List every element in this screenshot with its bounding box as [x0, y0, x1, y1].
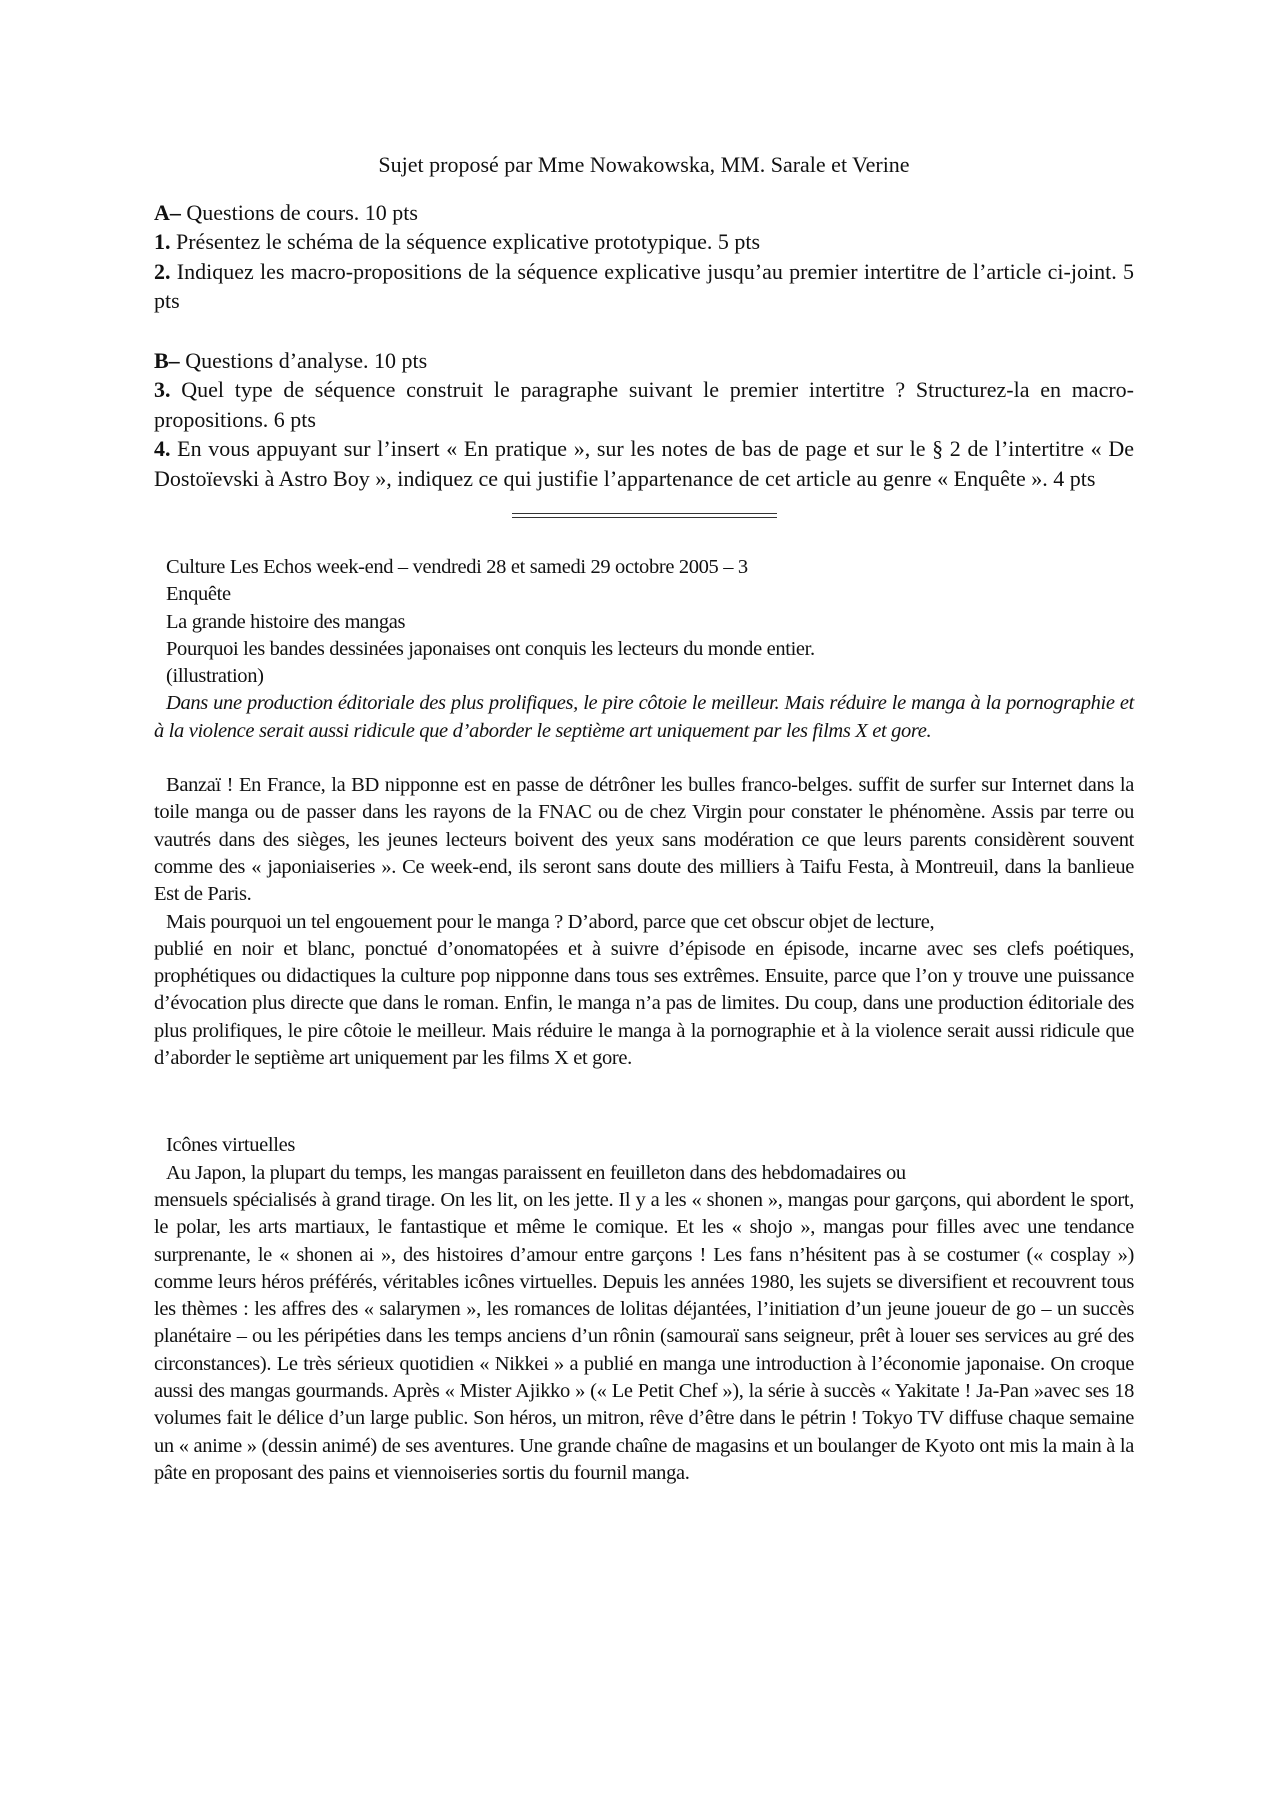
article-paragraph-3: mensuels spécialisés à grand tirage. On les lit, on les jette. Il y a les « shonen », mangas pour garçons, qui abordent le sport, le polar, les arts martiaux, le fantastique et même le comique. Et les « shojo », mangas pour filles avec une tendance surprenante, le « shonen ai », des histoires d’amour entre garçons ! Les fans n’hésitent pas à se costumer (« cosplay ») comme leurs héros préférés, véritables icônes virtuelles. Depuis les années 1980, les sujets se diversifient et recouvrent tous les thèmes : les affres des « salarymen », les romances de lolitas déjantées, l’initiation d’un jeune joueur de go – un succès planétaire – ou les péripéties dans les temps anciens d’un rônin (samouraï sans seigneur, prêt à louer ses services au gré des circonstances). Le très sérieux quotidien « Nikkei » a publié en manga une introduction à l’économie japonaise. On croque aussi des mangas gourmands. Après « Mister Ajikko » (« Le Petit Chef »), la série à succès « Yakitate ! Ja-Pan »avec ses 18 volumes fait le délice d’un large public. Son héros, un mitron, rêve d’être dans le pétrin ! Tokyo TV diffuse chaque semaine un « anime » (dessin animé) de ses aventures. Une grande chaîne de magasins et un boulanger de Kyoto ont mis la main à la pâte en proposant des pains et viennoiseries sortis du fournil manga. [154, 1188, 1134, 1484]
article-paragraph-2-first-line: Mais pourquoi un tel engouement pour le manga ? D’abord, parce que cet obscur objet de lecture, [166, 910, 935, 933]
question-3-number: 3. [154, 377, 171, 402]
section-b-text: Questions d’analyse. 10 pts [179, 347, 428, 373]
exam-title: Sujet proposé par Mme Nowakowska, MM. Sarale et Verine [378, 152, 910, 177]
section-a-label: A– [154, 199, 181, 225]
double-rule-divider [512, 513, 777, 518]
spacer [154, 1072, 1134, 1132]
article-rubric: Enquête [166, 583, 231, 606]
question-3-text: Quel type de séquence construit le paragraphe suivant le premier intertitre ? Structurez-la en macro-propositions. 6 pts [154, 377, 1134, 432]
spacer [154, 316, 1134, 346]
question-2-text: Indiquez les macro-propositions de la séquence explicative jusqu’au premier intertitre de l’article ci-joint. 5 pts [154, 258, 1134, 313]
question-1 [154, 227, 1134, 257]
exam-instructions [154, 150, 1134, 493]
question-4-text: En vous appuyant sur l’insert « En pratique », sur les notes de bas de page et sur le § 2 de l’intertitre « De Dostoïevski à Astro Boy », indiquez ce qui justifie l’appartenance de cet article au genre « Enquête ». 4 pts [154, 436, 1134, 491]
section-b-label: B– [154, 347, 180, 373]
question-2-number: 2. [154, 258, 171, 284]
article-title: La grande histoire des mangas [166, 610, 406, 633]
spacer [154, 745, 1134, 772]
article-intertitle: Icônes virtuelles [166, 1134, 295, 1157]
question-4 [154, 434, 1134, 493]
article-header-line: Culture Les Echos week-end – vendredi 28 et samedi 29 octobre 2005 – 3 [166, 556, 748, 578]
article-paragraph-1: Banzaï ! En France, la BD nipponne est en passe de détrôner les bulles franco-belges. suffit de surfer sur Internet dans la toile manga ou de passer dans les rayons de la FNAC ou de chez Virgin pour constater le phénomène. Assis par terre ou vautrés dans des sièges, les jeunes lecteurs boivent des yeux sans modération ce que leurs parents considèrent souvent comme des « japoniaiseries ». Ce week-end, ils seront sans doute des milliers à Taifu Festa, à Montreuil, dans la banlieue Est de Paris. [154, 774, 1134, 906]
question-1-number: 1. [154, 229, 171, 254]
question-3 [154, 375, 1134, 434]
article-illustration-placeholder: (illustration) [166, 665, 264, 688]
question-2 [154, 257, 1134, 316]
article-subtitle: Pourquoi les bandes dessinées japonaises ont conquis les lecteurs du monde entier. [166, 637, 815, 660]
section-a-text: Questions de cours. 10 pts [180, 199, 418, 225]
question-4-number: 4. [154, 436, 171, 461]
article-paragraph-3-first-line: Au Japon, la plupart du temps, les mangas paraissent en feuilleton dans des hebdomadaires ou [166, 1161, 906, 1184]
article [154, 554, 1134, 1487]
section-a-heading [154, 198, 1134, 228]
article-paragraph-2: publié en noir et blanc, ponctué d’onomatopées et à suivre d’épisode en épisode, incarne avec ses clefs poétiques, prophétiques ou didactiques la culture pop nipponne dans tous ses extrêmes. Ensuite, parce que l’on y trouve une puissance d’évocation plus directe que dans le roman. Enfin, le manga n’a pas de limites. Du coup, dans une production éditoriale des plus prolifiques, le pire côtoie le meilleur. Mais réduire le manga à la pornographie et à la violence serait aussi ridicule que d’aborder le septième art uniquement par les films X et gore. [154, 937, 1134, 1070]
section-b-heading [154, 346, 1134, 376]
article-chapo: Dans une production éditoriale des plus prolifiques, le pire côtoie le meilleur. Mais réduire le manga à la pornographie et à la violence serait aussi ridicule que d’aborder le septième art uniquement par les films X et gore. [154, 692, 1134, 742]
question-1-text: Présentez le schéma de la séquence explicative prototypique. 5 pts [170, 229, 761, 254]
